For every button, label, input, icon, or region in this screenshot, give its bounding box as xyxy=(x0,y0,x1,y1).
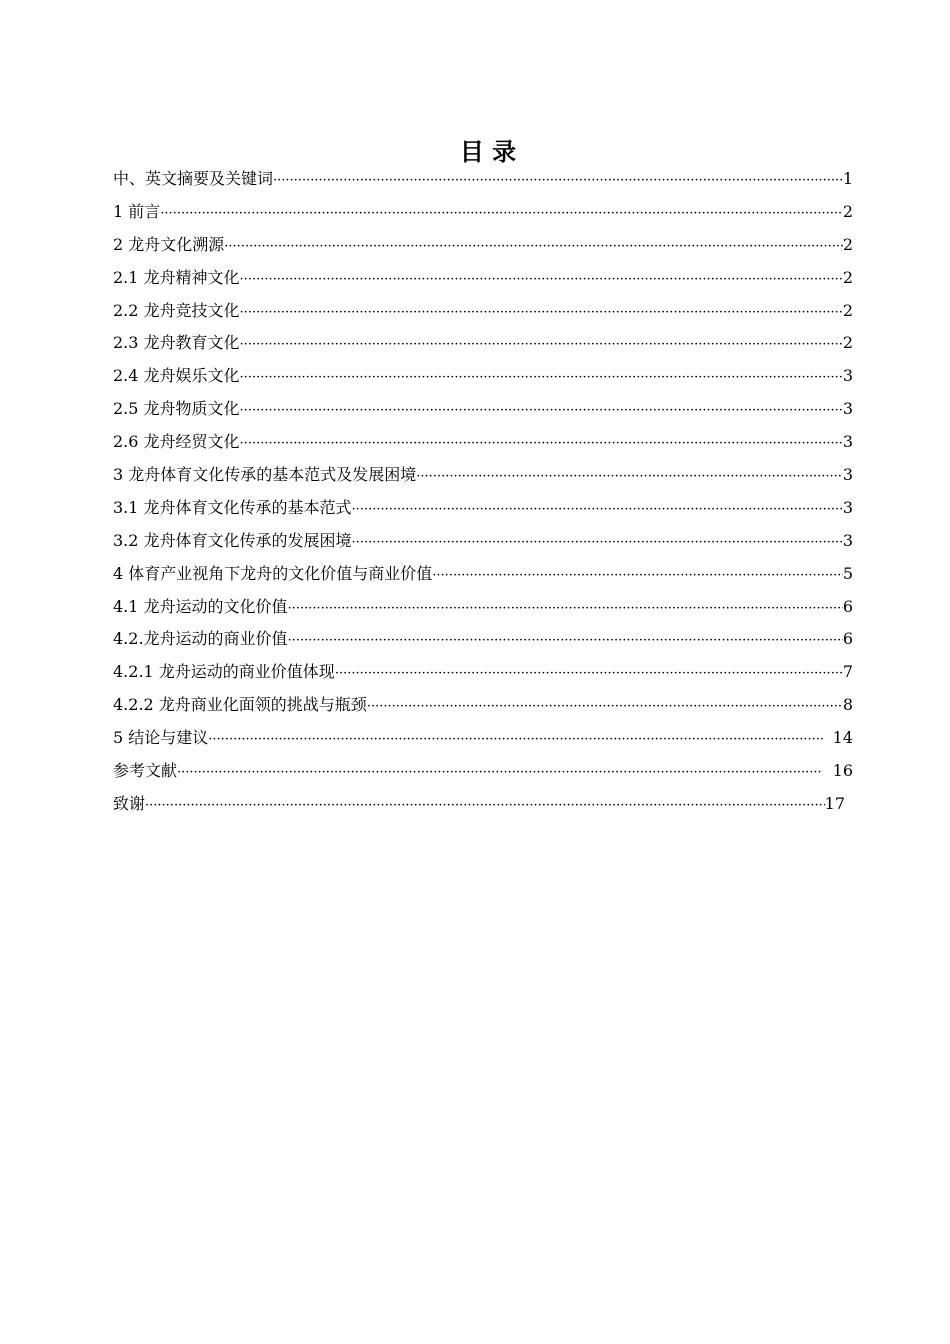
toc-entry xyxy=(113,591,853,624)
toc-entry xyxy=(113,262,853,295)
toc-dot-leader xyxy=(416,461,843,494)
toc-dot-leader xyxy=(145,790,825,823)
toc-entry xyxy=(113,558,853,591)
toc-entry xyxy=(113,788,845,821)
toc-entry-label: 4.2.龙舟运动的商业价值 xyxy=(113,629,288,649)
toc-entry-label: 2.2 龙舟竞技文化 xyxy=(113,300,240,320)
toc-dot-leader xyxy=(177,757,823,790)
toc-entry-page: 2 xyxy=(842,267,853,287)
toc-entry xyxy=(113,492,853,525)
toc-entry xyxy=(113,393,853,426)
toc-entry-page: 1 xyxy=(842,169,853,188)
toc-entry-page: 8 xyxy=(842,695,853,715)
toc-entry-page: 2 xyxy=(842,201,853,221)
toc-entry xyxy=(113,689,853,722)
toc-entry-page: 14 xyxy=(832,728,853,748)
toc-entry-page: 17 xyxy=(824,793,845,813)
toc-dot-leader xyxy=(335,658,843,691)
toc-entry-label: 3 龙舟体育文化传承的基本范式及发展困境 xyxy=(113,465,417,485)
toc-entry-label: 2.6 龙舟经贸文化 xyxy=(113,432,240,452)
toc-dot-leader xyxy=(352,527,843,560)
toc-entry xyxy=(113,163,853,196)
toc-entry-page: 2 xyxy=(842,234,853,254)
toc-entry-label: 中、英文摘要及关键词 xyxy=(113,169,274,188)
toc-entry-label: 致谢 xyxy=(113,793,146,813)
toc-dot-leader xyxy=(240,362,843,395)
toc-dot-leader xyxy=(160,198,843,231)
toc-entry xyxy=(113,229,853,262)
toc-entry-label: 4.2.1 龙舟运动的商业价值体现 xyxy=(113,662,335,682)
toc-entry-page: 5 xyxy=(842,563,853,583)
toc-dot-leader xyxy=(240,297,843,330)
toc-dot-leader xyxy=(224,231,843,264)
toc-entry xyxy=(113,755,853,788)
toc-entry-label: 1 前言 xyxy=(113,201,161,221)
toc-entry-page: 3 xyxy=(842,366,853,386)
toc-entry-label: 2.5 龙舟物质文化 xyxy=(113,399,240,419)
toc-entry xyxy=(113,295,853,328)
toc-entry-page: 3 xyxy=(842,465,853,485)
toc-entry-label: 5 结论与建议 xyxy=(113,728,209,748)
toc-entry xyxy=(113,722,853,755)
toc-entry-page: 3 xyxy=(842,530,853,550)
toc-entry-page: 3 xyxy=(842,432,853,452)
toc-dot-leader xyxy=(240,264,843,297)
toc-entry xyxy=(113,656,853,689)
toc-entry-page: 6 xyxy=(842,596,853,616)
toc-dot-leader xyxy=(432,560,843,593)
toc-entry xyxy=(113,525,853,558)
toc-entry xyxy=(113,327,853,360)
toc-entry-label: 2.1 龙舟精神文化 xyxy=(113,267,240,287)
toc-entry-page: 16 xyxy=(832,761,853,781)
toc-entry-page: 3 xyxy=(842,399,853,419)
toc-entry-page: 3 xyxy=(842,497,853,517)
toc-entry-label: 3.1 龙舟体育文化传承的基本范式 xyxy=(113,497,352,517)
toc-entry-page: 7 xyxy=(842,662,853,682)
toc-entry-label: 4.1 龙舟运动的文化价值 xyxy=(113,596,288,616)
toc-dot-leader xyxy=(352,494,843,527)
toc-entry-page: 6 xyxy=(842,629,853,649)
toc-entry-label: 4 体育产业视角下龙舟的文化价值与商业价值 xyxy=(113,563,433,583)
toc-entry-label: 2.3 龙舟教育文化 xyxy=(113,333,240,353)
toc-entry-page: 2 xyxy=(842,300,853,320)
toc-entry xyxy=(113,360,853,393)
toc-dot-leader xyxy=(240,428,843,461)
toc-dot-leader xyxy=(240,329,843,362)
toc-title: 目 录 xyxy=(459,138,517,166)
toc-entry xyxy=(113,623,853,656)
toc-entry xyxy=(113,459,853,492)
toc-dot-leader xyxy=(273,165,843,198)
toc-entry-label: 4.2.2 龙舟商业化面领的挑战与瓶颈 xyxy=(113,695,367,715)
toc-dot-leader xyxy=(240,395,843,428)
toc-list xyxy=(113,163,853,821)
toc-entry-label: 2 龙舟文化溯源 xyxy=(113,234,225,254)
toc-entry-label: 2.4 龙舟娱乐文化 xyxy=(113,366,240,386)
toc-dot-leader xyxy=(208,724,822,757)
toc-entry xyxy=(113,196,853,229)
toc-entry xyxy=(113,426,853,459)
toc-dot-leader xyxy=(367,691,843,724)
toc-entry-label: 参考文献 xyxy=(113,761,178,781)
toc-entry-label: 3.2 龙舟体育文化传承的发展困境 xyxy=(113,530,352,550)
toc-dot-leader xyxy=(288,625,843,658)
toc-dot-leader xyxy=(288,593,843,626)
toc-entry-page: 2 xyxy=(842,333,853,353)
